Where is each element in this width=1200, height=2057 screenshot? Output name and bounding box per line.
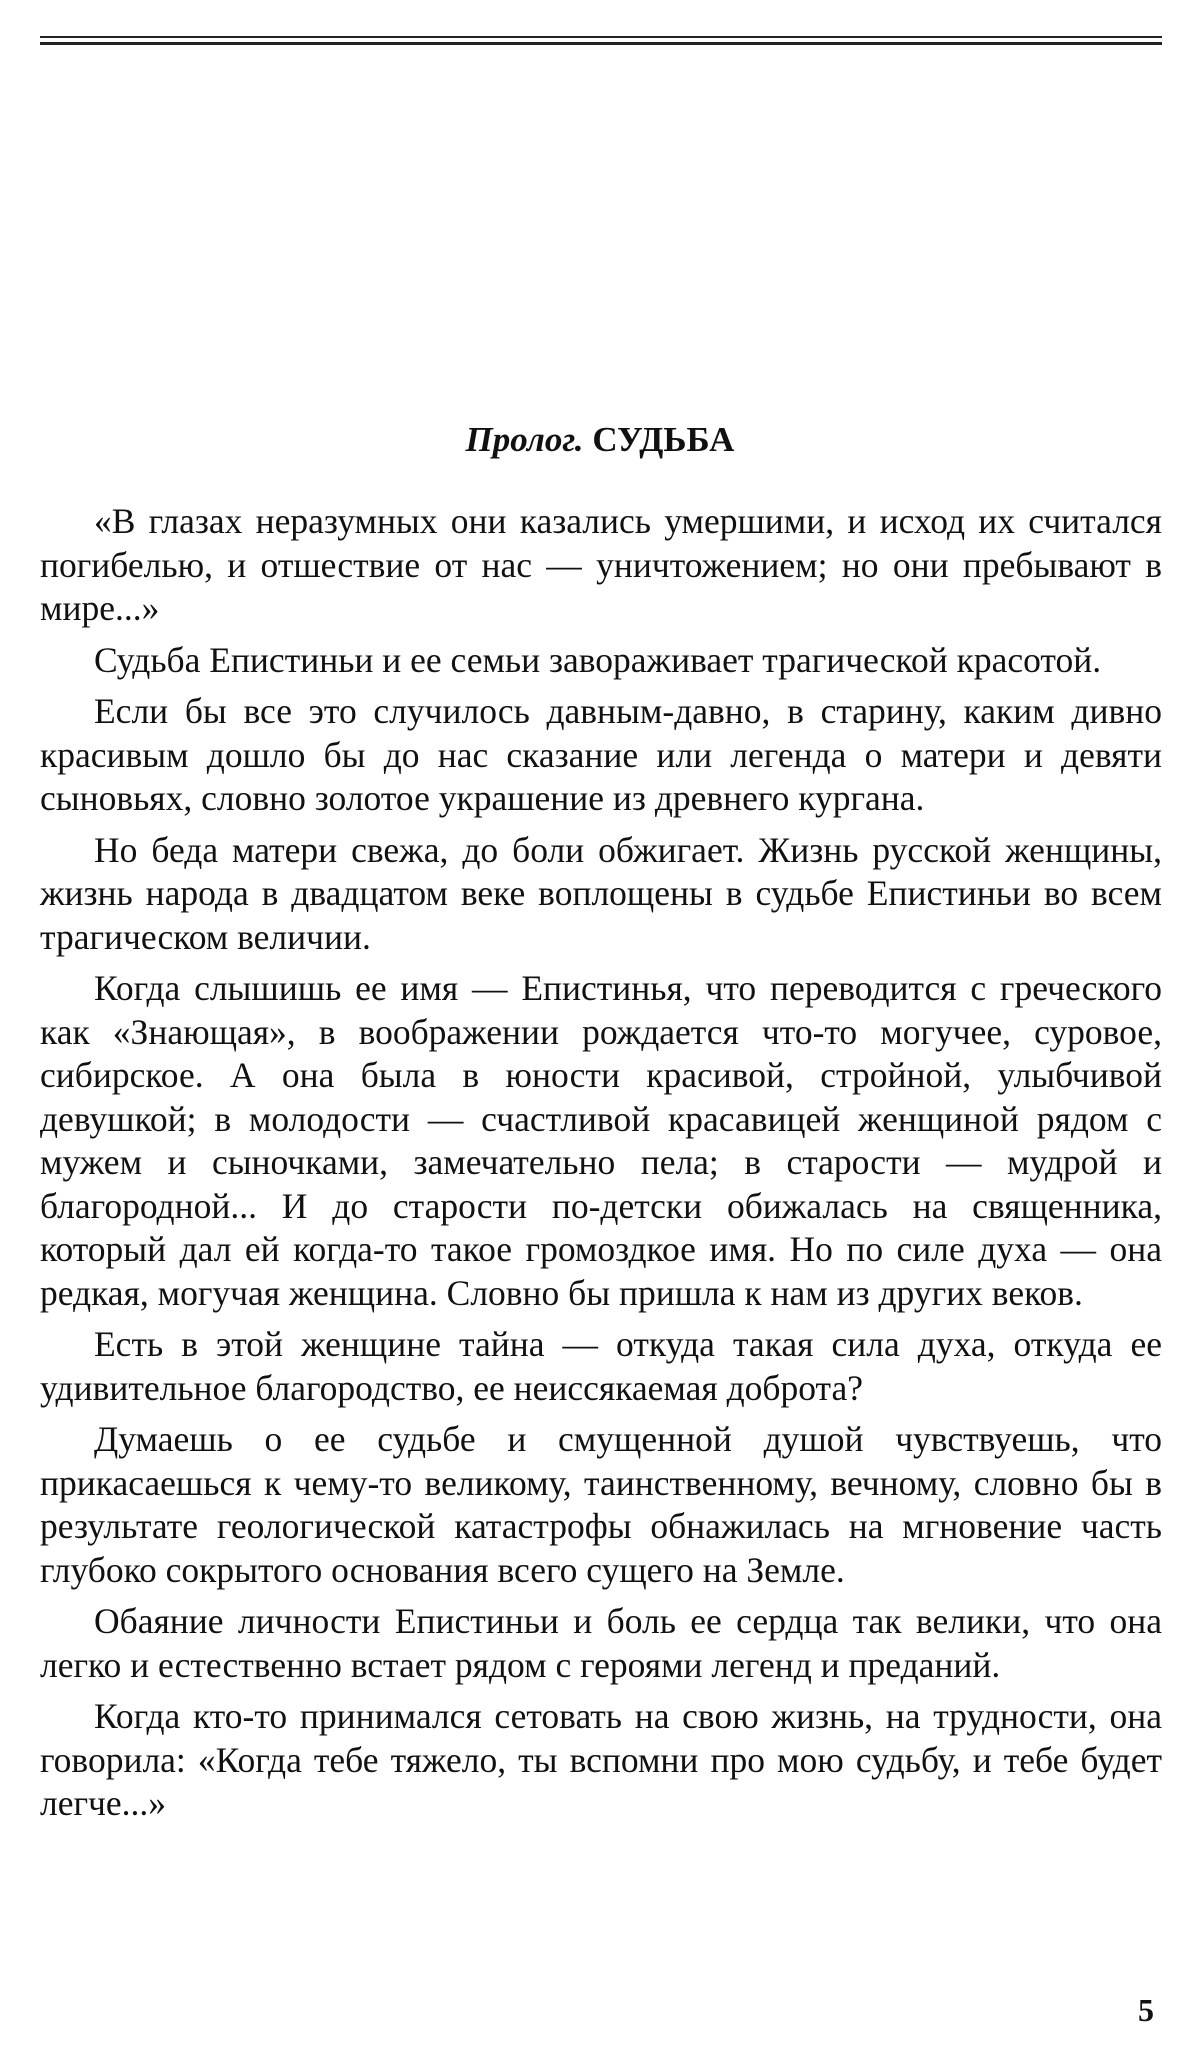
chapter-title-prefix: Пролог. — [465, 420, 584, 459]
paragraph: Когда слышишь ее имя — Епистинья, что переводится с греческого как «Знающая», в воображении рождается что-то могучее, суровое, сибирское. А она была в юности красивой, стройной, улыбчивой девушкой; в молодости — счастливой красавицей женщиной рядом с мужем и сыночками, замечательно пела; в старости — мудрой и благородной... И до старости по-детски обижалась на священника, который дал ей когда-то такое громоздкое имя. Но по силе духа — она редкая, могучая женщина. Словно бы пришла к нам из других веков. — [40, 968, 1162, 1313]
paragraph: Судьба Епистиньи и ее семьи завораживает трагической красотой. — [94, 639, 1102, 680]
paragraph: Обаяние личности Епистиньи и боль ее сердца так велики, что она легко и естественно встает рядом с героями легенд и преданий. — [40, 1601, 1162, 1685]
body-text — [40, 500, 1162, 1834]
paragraph-epigraph: «В глазах неразумных они казались умершими, и исход их считался погибелью, и отшествие от нас — уничтожением; но они пребывают в мире...» — [40, 501, 1162, 628]
chapter-title-main: СУДЬБА — [592, 420, 735, 459]
paragraph: Есть в этой женщине тайна — откуда такая сила духа, откуда ее удивительное благородство, ее неиссякаемая доброта? — [40, 1324, 1162, 1408]
header-rule — [40, 36, 1162, 46]
header-rule-thick-line — [40, 42, 1162, 45]
paragraph: Если бы все это случилось давным-давно, в старину, каким дивно красивым дошло бы до нас сказание или легенда о матери и девяти сыновьях, словно золотое украшение из древнего кургана. — [40, 691, 1162, 818]
chapter-title — [0, 418, 1200, 462]
paragraph: Но беда матери свежа, до боли обжигает. Жизнь русской женщины, жизнь народа в двадцатом веке воплощены в судьбе Епистиньи во всем трагическом величии. — [40, 829, 1162, 957]
page-number: 5 — [1138, 1992, 1154, 2028]
paragraph: Думаешь о ее судьбе и смущенной душой чувствуешь, что прикасаешься к чему-то великому, таинственному, вечному, словно бы в результате геологической катастрофы обнажилась на мгновение часть глубоко сокрытого основания всего сущего на Земле. — [40, 1419, 1162, 1590]
paragraph: Когда кто-то принимался сетовать на свою жизнь, на трудности, она говорила: «Когда тебе тяжело, ты вспомни про мою судьбу, и тебе будет легче...» — [40, 1696, 1162, 1823]
header-rule-thin-line — [40, 36, 1162, 38]
